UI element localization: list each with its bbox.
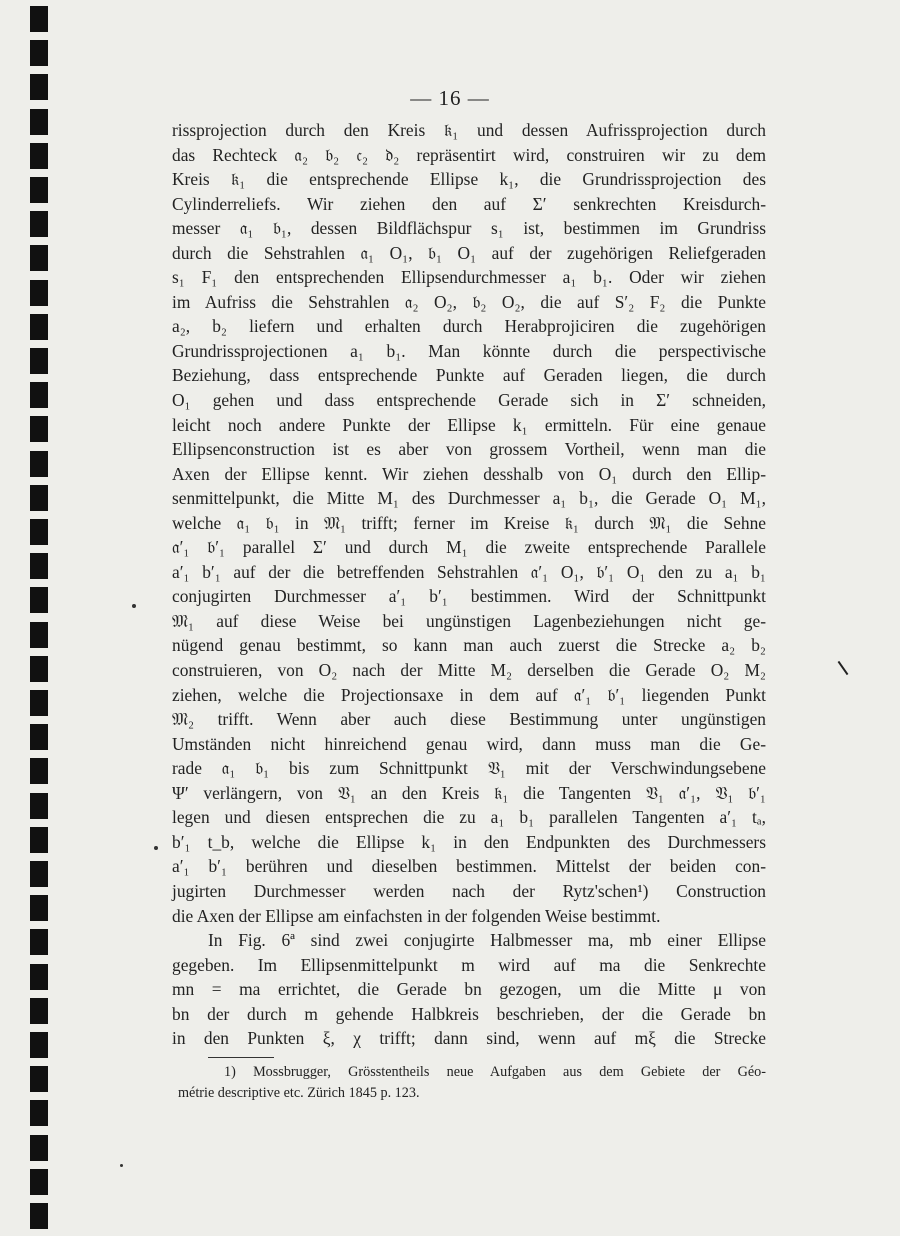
body-line: Cylinderreliefs. Wir ziehen den auf Σ′ senkrechten Kreisdurch- [172,193,766,214]
binding-tab [30,1203,48,1229]
page-number: — 16 — [410,86,490,110]
body-line: b′₁ t_b, welche die Ellipse k₁ in den Endpunkten des Durchmessers [172,831,766,852]
body-line: a′₁ b′₁ auf der die betreffenden Sehstrahlen 𝔞′₁ O₁, 𝔟′₁ O₁ den zu a₁ b₁ [172,561,766,582]
binding-tab [30,245,48,271]
body-line: a₂, b₂ liefern und erhalten durch Herabprojiciren die zugehörigen [172,316,766,337]
binding-tab [30,690,48,716]
binding-tab [30,964,48,990]
binding-tab [30,758,48,784]
binding-tab [30,416,48,442]
binding-tab [30,656,48,682]
binding-tab [30,861,48,887]
binding-tab [30,553,48,579]
body-line: nügend genau bestimmt, so kann man auch zuerst die Strecke a₂ b₂ [172,635,766,656]
body-line: das Rechteck 𝔞₂ 𝔟₂ 𝔠₂ 𝔡₂ repräsentirt wird, construiren wir zu dem [172,144,766,165]
binding-tab [30,280,48,306]
body-line: ziehen, welche die Projectionsaxe in dem auf 𝔞′₁ 𝔟′₁ liegenden Punkt [172,684,766,705]
body-line: leicht noch andere Punkte der Ellipse k₁ ermitteln. Für eine genaue [172,414,766,435]
binding-tab [30,724,48,750]
body-line: a′₁ b′₁ berühren und dieselben bestimmen. Mittelst der beiden con- [172,856,766,877]
spiral-binding [30,0,50,1236]
binding-tab [30,143,48,169]
body-line: legen und diesen entsprechen die zu a₁ b₁ parallelen Tangenten a′₁ tₐ, [172,807,766,828]
body-line: bn der durch m gehende Halbkreis beschrieben, der die Gerade bn [172,1003,766,1024]
binding-tab [30,382,48,408]
binding-tab [30,1135,48,1161]
binding-tab [30,485,48,511]
body-line: messer 𝔞₁ 𝔟₁, dessen Bildflächspur s₁ ist, bestimmen im Grundriss [172,218,766,239]
binding-tab [30,1169,48,1195]
binding-tab [30,1032,48,1058]
body-line: rissprojection durch den Kreis 𝔨₁ und dessen Aufrissprojection durch [172,120,766,140]
scan-speck [154,846,158,850]
body-line: Grundrissprojectionen a₁ b₁. Man könnte durch die perspectivische [172,340,766,361]
binding-tab [30,895,48,921]
binding-tab [30,348,48,374]
binding-tab [30,519,48,545]
binding-tab [30,6,48,32]
body-text [172,118,766,1051]
body-line: im Aufriss die Sehstrahlen 𝔞₂ O₂, 𝔟₂ O₂, die auf S′₂ F₂ die Punkte [172,291,766,312]
binding-tab [30,929,48,955]
binding-tab [30,451,48,477]
body-line: construieren, von O₂ nach der Mitte M₂ derselben die Gerade O₂ M₂ [172,660,766,681]
body-line: welche 𝔞₁ 𝔟₁ in 𝔐₁ trifft; ferner im Kreise 𝔨₁ durch 𝔐₁ die Sehne [172,512,766,533]
footnote [178,1062,766,1104]
binding-tab [30,998,48,1024]
body-line: s₁ F₁ den entsprechenden Ellipsendurchmesser a₁ b₁. Oder wir ziehen [172,267,766,288]
scan-speck [132,604,136,608]
body-line: Ellipsenconstruction ist es aber von grossem Vortheil, wenn man die [172,439,766,460]
body-line: 𝔞′₁ 𝔟′₁ parallel Σ′ und durch M₁ die zweite entsprechende Parallele [172,537,766,558]
body-line: senmittelpunkt, die Mitte M₁ des Durchmesser a₁ b₁, die Gerade O₁ M₁, [172,488,766,509]
body-line: die Axen der Ellipse am einfachsten in der folgenden Weise bestimmt. [172,905,661,926]
footnote-line: métrie descriptive etc. Zürich 1845 p. 123. [178,1085,420,1101]
binding-tab [30,109,48,135]
binding-tab [30,793,48,819]
body-line: rade 𝔞₁ 𝔟₁ bis zum Schnittpunkt 𝔙₁ mit der Verschwindungsebene [172,758,766,779]
binding-tab [30,1066,48,1092]
binding-tab [30,827,48,853]
body-line: in den Punkten ξ, χ trifft; dann sind, wenn auf mξ die Strecke [172,1028,766,1049]
body-line: Beziehung, dass entsprechende Punkte auf Geraden liegen, die durch [172,365,766,386]
body-line: mn = ma errichtet, die Gerade bn gezogen, um die Mitte μ von [172,979,766,1000]
body-line: durch die Sehstrahlen 𝔞₁ O₁, 𝔟₁ O₁ auf der zugehörigen Reliefgeraden [172,242,766,263]
body-line: Axen der Ellipse kennt. Wir ziehen desshalb von O₁ durch den Ellip- [172,463,766,484]
body-line: Ψ′ verlängern, von 𝔙₁ an den Kreis 𝔨₁ die Tangenten 𝔙₁ 𝔞′₁, 𝔙₁ 𝔟′₁ [172,782,766,803]
binding-tab [30,587,48,613]
body-line: gegeben. Im Ellipsenmittelpunkt m wird auf ma die Senkrechte [172,954,766,975]
binding-tab [30,211,48,237]
scan-speck [120,1164,123,1167]
body-line: Umständen nicht hinreichend genau wird, dann muss man die Ge- [172,733,766,754]
binding-tab [30,622,48,648]
body-line: jugirten Durchmesser werden nach der Rytz'schen¹) Construction [172,880,766,901]
body-line: Kreis 𝔨₁ die entsprechende Ellipse k₁, die Grundrissprojection des [172,169,766,190]
body-line: 𝔐₂ trifft. Wenn aber auch diese Bestimmung unter ungünstigen [172,709,766,730]
body-line: O₁ gehen und dass entsprechende Gerade sich in Σ′ schneiden, [172,390,766,411]
footnote-rule [208,1057,274,1058]
paragraph-start-line: In Fig. 6ª sind zwei conjugirte Halbmesser ma, mb einer Ellipse [208,930,766,951]
body-line: 𝔐₁ auf diese Weise bei ungünstigen Lagenbeziehungen nicht ge- [172,610,766,631]
binding-tab [30,1100,48,1126]
footnote-line: 1) Mossbrugger, Grösstentheils neue Aufgaben aus dem Gebiete der Géo- [224,1064,766,1080]
binding-tab [30,177,48,203]
scan-mark [838,661,849,675]
binding-tab [30,40,48,66]
body-line: conjugirten Durchmesser a′₁ b′₁ bestimmen. Wird der Schnittpunkt [172,586,766,607]
binding-tab [30,314,48,340]
